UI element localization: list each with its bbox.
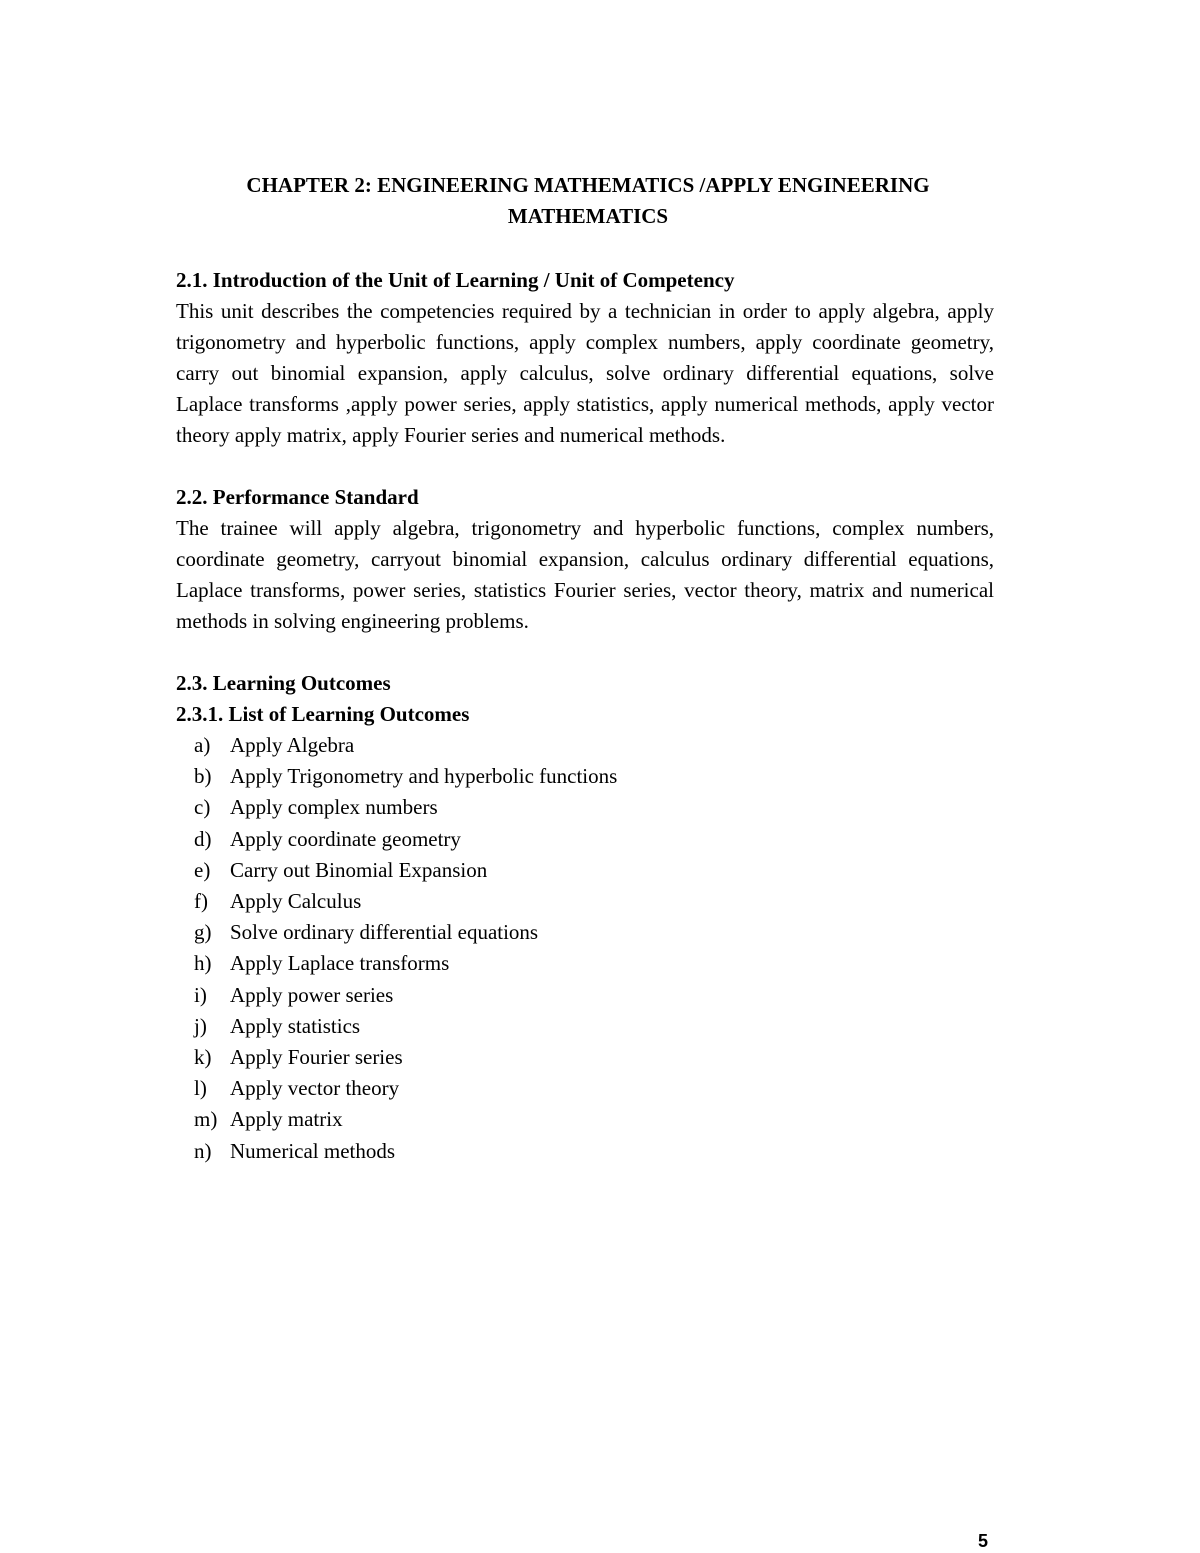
list-item-text: Apply coordinate geometry: [230, 826, 461, 851]
performance-standard-paragraph: The trainee will apply algebra, trigonometry and hyperbolic functions, complex numbers, coordinate geometry, carryout binomial expansion, calculus ordinary differential equations, Laplace transforms, power series, statistics Fourier series, vector theory, matrix and numerical methods in solving engineering problems.: [176, 516, 994, 633]
learning-outcomes-list: [176, 730, 994, 1167]
list-item: [194, 824, 994, 855]
list-item-text: Apply statistics: [230, 1013, 361, 1038]
list-marker: m): [194, 1107, 218, 1132]
list-marker: k): [194, 1045, 212, 1070]
list-item: [194, 980, 994, 1011]
document-page: [176, 170, 994, 1167]
list-item: [194, 948, 994, 979]
list-marker: n): [194, 1138, 212, 1163]
list-item: [194, 730, 994, 761]
list-marker: l): [194, 1076, 207, 1101]
list-item-text: Apply complex numbers: [230, 795, 438, 820]
section-heading-introduction: 2.1. Introduction of the Unit of Learning / Unit of Competency: [176, 268, 735, 292]
section-heading-performance-standard: 2.2. Performance Standard: [176, 485, 419, 509]
list-item-text: Apply Calculus: [230, 889, 362, 914]
list-marker: a): [194, 733, 211, 757]
list-item: [194, 1073, 994, 1104]
subsection-heading-list-of-learning-outcomes: 2.3.1. List of Learning Outcomes: [176, 702, 470, 726]
list-item: [194, 1136, 994, 1167]
section-heading-learning-outcomes: 2.3. Learning Outcomes: [176, 671, 391, 695]
list-item-text: Apply power series: [230, 982, 394, 1007]
list-item-text: Apply Fourier series: [230, 1045, 403, 1070]
list-item: [194, 1104, 994, 1135]
list-item-text: Apply Laplace transforms: [230, 951, 450, 976]
page-number: 5: [978, 1531, 989, 1551]
list-item-text: Apply matrix: [230, 1107, 343, 1132]
list-item-text: Solve ordinary differential equations: [230, 920, 539, 945]
list-item-text: Apply Trigonometry and hyperbolic functions: [230, 764, 618, 789]
list-marker: c): [194, 795, 211, 820]
list-item: [194, 1042, 994, 1073]
list-item: [194, 792, 994, 823]
list-marker: h): [194, 951, 212, 976]
list-item: [194, 1011, 994, 1042]
list-item-text: Apply Algebra: [230, 733, 355, 757]
chapter-title: CHAPTER 2: ENGINEERING MATHEMATICS /APPLY ENGINEERING MATHEMATICS: [246, 173, 930, 228]
list-marker: f): [194, 889, 208, 914]
list-item: [194, 855, 994, 886]
list-item-text: Carry out Binomial Expansion: [230, 857, 488, 882]
list-marker: g): [194, 920, 212, 945]
list-item: [194, 761, 994, 792]
list-item: [194, 917, 994, 948]
list-item-text: Apply vector theory: [230, 1076, 400, 1101]
list-marker: b): [194, 764, 212, 789]
introduction-paragraph: This unit describes the competencies required by a technician in order to apply algebra, apply trigonometry and hyperbolic functions, apply complex numbers, apply coordinate geometry, carry out binomial expansion, apply calculus, solve ordinary differential equations, solve Laplace transforms ,apply power series, apply statistics, apply numerical methods, apply vector theory apply matrix, apply Fourier series and numerical methods.: [176, 299, 994, 447]
list-marker: i): [194, 982, 207, 1007]
list-item: [194, 886, 994, 917]
list-marker: j): [194, 1013, 207, 1038]
list-item-text: Numerical methods: [230, 1138, 396, 1163]
list-marker: d): [194, 826, 212, 851]
list-marker: e): [194, 857, 211, 882]
